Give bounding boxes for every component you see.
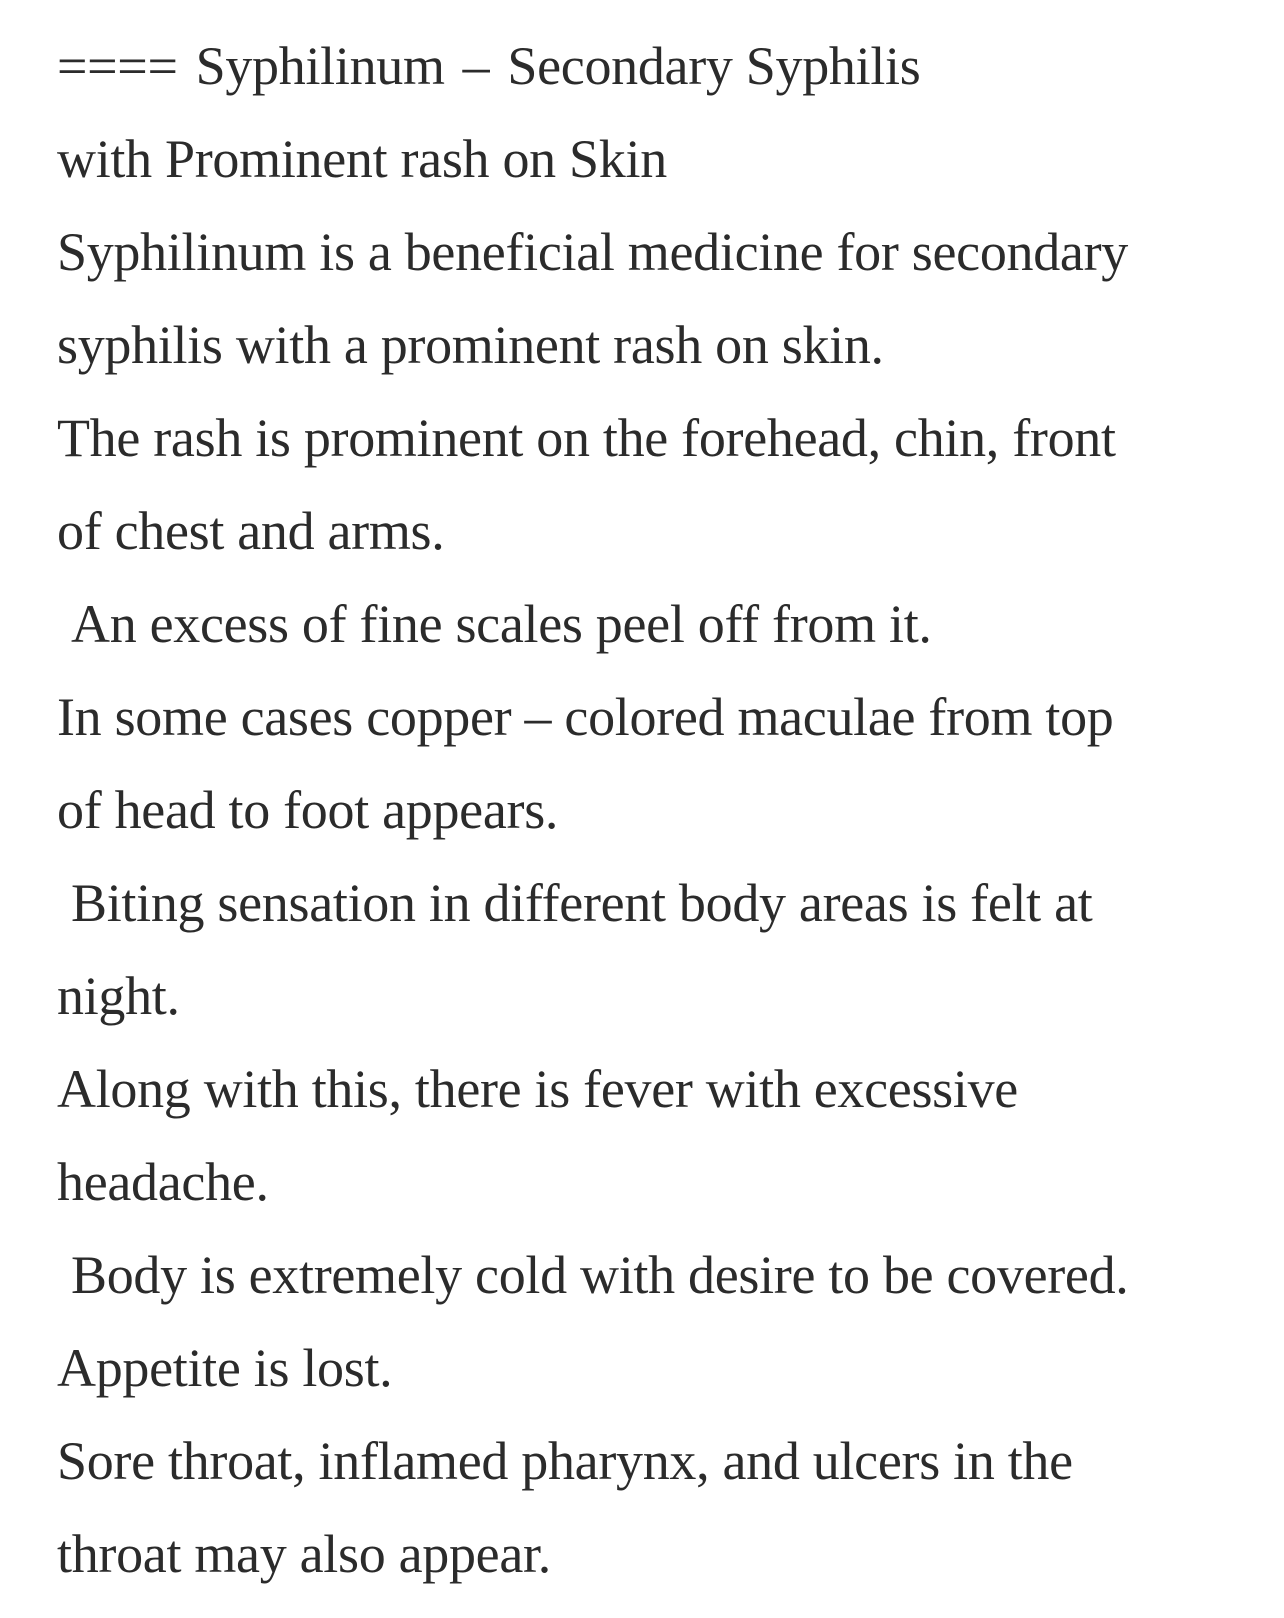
paragraph-appetite: [57, 1322, 1267, 1415]
paragraph-line: headache.: [57, 1152, 269, 1212]
heading-title-right: Secondary Syphilis: [507, 36, 921, 96]
paragraph-line: Appetite is lost.: [57, 1338, 393, 1398]
paragraph-line: syphilis with a prominent rash on skin.: [57, 315, 884, 375]
paragraph-line: The rash is prominent on the forehead, chin, front: [57, 408, 1116, 468]
heading-title-left: Syphilinum: [195, 36, 445, 96]
paragraph-line: An excess of fine scales peel off from it.: [71, 594, 932, 654]
paragraph-line: Sore throat, inflamed pharynx, and ulcers in the: [57, 1431, 1073, 1491]
paragraph-line: night.: [57, 966, 180, 1026]
paragraph-intro: [57, 206, 1267, 392]
paragraph-rash-location: [57, 392, 1267, 578]
heading-line-2: with Prominent rash on Skin: [57, 129, 667, 189]
paragraph-line: of head to foot appears.: [57, 780, 559, 840]
paragraph-line: Body is extremely cold with desire to be covered.: [71, 1245, 1129, 1305]
paragraph-scales: [57, 578, 1267, 671]
paragraph-line: In some cases copper – colored maculae from top: [57, 687, 1114, 747]
document-body: [57, 20, 1267, 1601]
paragraph-line: Syphilinum is a beneficial medicine for secondary: [57, 222, 1128, 282]
paragraph-throat: [57, 1415, 1267, 1601]
paragraph-line: Along with this, there is fever with excessive: [57, 1059, 1018, 1119]
paragraph-cold: [57, 1229, 1267, 1322]
paragraph-fever: [57, 1043, 1267, 1229]
heading-prefix: ====: [57, 36, 178, 96]
heading-line-1: [57, 20, 1267, 113]
paragraph-biting: [57, 857, 1267, 1043]
heading-dash: –: [462, 36, 490, 96]
paragraph-line: Biting sensation in different body areas is felt at: [71, 873, 1093, 933]
paragraph-line: throat may also appear.: [57, 1524, 551, 1584]
paragraph-maculae: [57, 671, 1267, 857]
paragraph-line: of chest and arms.: [57, 501, 445, 561]
